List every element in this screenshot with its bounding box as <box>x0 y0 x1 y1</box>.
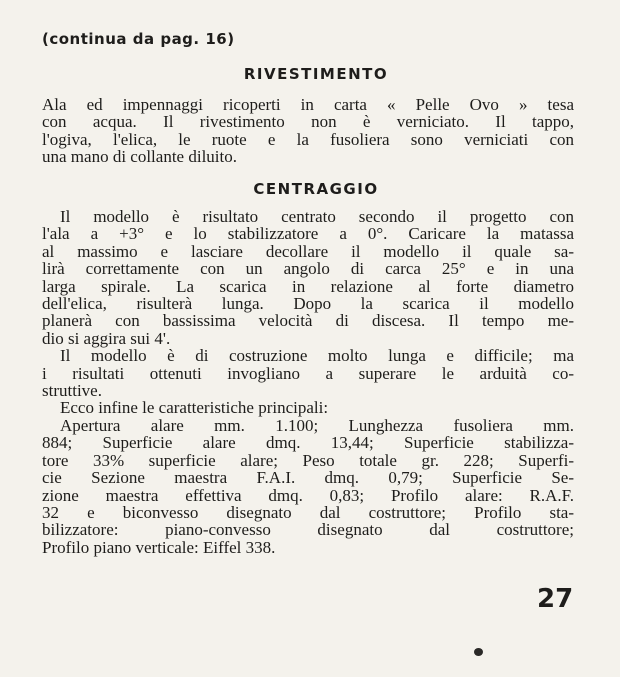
text-line: i risultati ottenuti invogliano a superare le arduità co- <box>42 363 574 383</box>
text-line: Ala ed impennaggi ricoperti in carta « Pelle Ovo » tesa <box>42 95 574 114</box>
text-line: dell'elica, risulterà lunga. Dopo la scarica il modello <box>42 294 574 314</box>
section-heading-centraggio: CENTRAGGIO <box>253 180 379 198</box>
text-line: Profilo piano verticale: Eiffel 338. <box>42 537 276 557</box>
text-line: una mano di collante diluito. <box>42 147 237 167</box>
paragraph-centraggio <box>42 208 574 556</box>
continuation-note: (continua da pag. 16) <box>42 30 235 48</box>
text-line: l'ala a +3° e lo stabilizzatore a 0°. Caricare la matassa <box>42 224 574 244</box>
text-line: Il modello è di costruzione molto lunga e difficile; ma <box>60 346 574 366</box>
text-line: bilizzatore: piano-convesso disegnato dal costruttore; <box>42 520 574 540</box>
text-line: Ecco infine le caratteristiche principali: <box>60 398 329 418</box>
text-line: cie Sezione maestra F.A.I. dmq. 0,79; Superficie Se- <box>42 468 574 488</box>
text-line: lirà correttamente con un angolo di carca 25° e in una <box>42 259 574 279</box>
text-line: 32 e biconvesso disegnato dal costruttore; Profilo sta- <box>42 502 574 522</box>
text-line: zione maestra effettiva dmq. 0,83; Profilo alare: R.A.F. <box>42 485 574 505</box>
ink-spot <box>474 648 483 656</box>
text-line: l'ogiva, l'elica, le ruote e la fusoliera sono verniciati con <box>42 129 574 149</box>
text-line: struttive. <box>42 381 102 401</box>
text-line: al massimo e lasciare decollare il modello il quale sa- <box>42 241 574 261</box>
text-line: larga spirale. La scarica in relazione al forte diametro <box>42 276 574 296</box>
text-line: Il modello è risultato centrato secondo il progetto con <box>60 207 574 226</box>
text-line: Apertura alare mm. 1.100; Lunghezza fusoliera mm. <box>60 415 574 435</box>
text-line: con acqua. Il rivestimento non è verniciato. Il tappo, <box>42 112 574 132</box>
text-line: tore 33% superficie alare; Peso totale gr. 228; Superfi- <box>42 450 574 470</box>
text-line: dio si aggira sui 4'. <box>42 328 171 348</box>
page-number: 27 <box>537 584 574 614</box>
paragraph-rivestimento <box>42 96 574 166</box>
text-line: planerà con bassissima velocità di discesa. Il tempo me- <box>42 311 574 331</box>
text-line: 884; Superficie alare dmq. 13,44; Superficie stabilizza- <box>42 433 574 453</box>
section-heading-rivestimento: RIVESTIMENTO <box>243 65 389 83</box>
